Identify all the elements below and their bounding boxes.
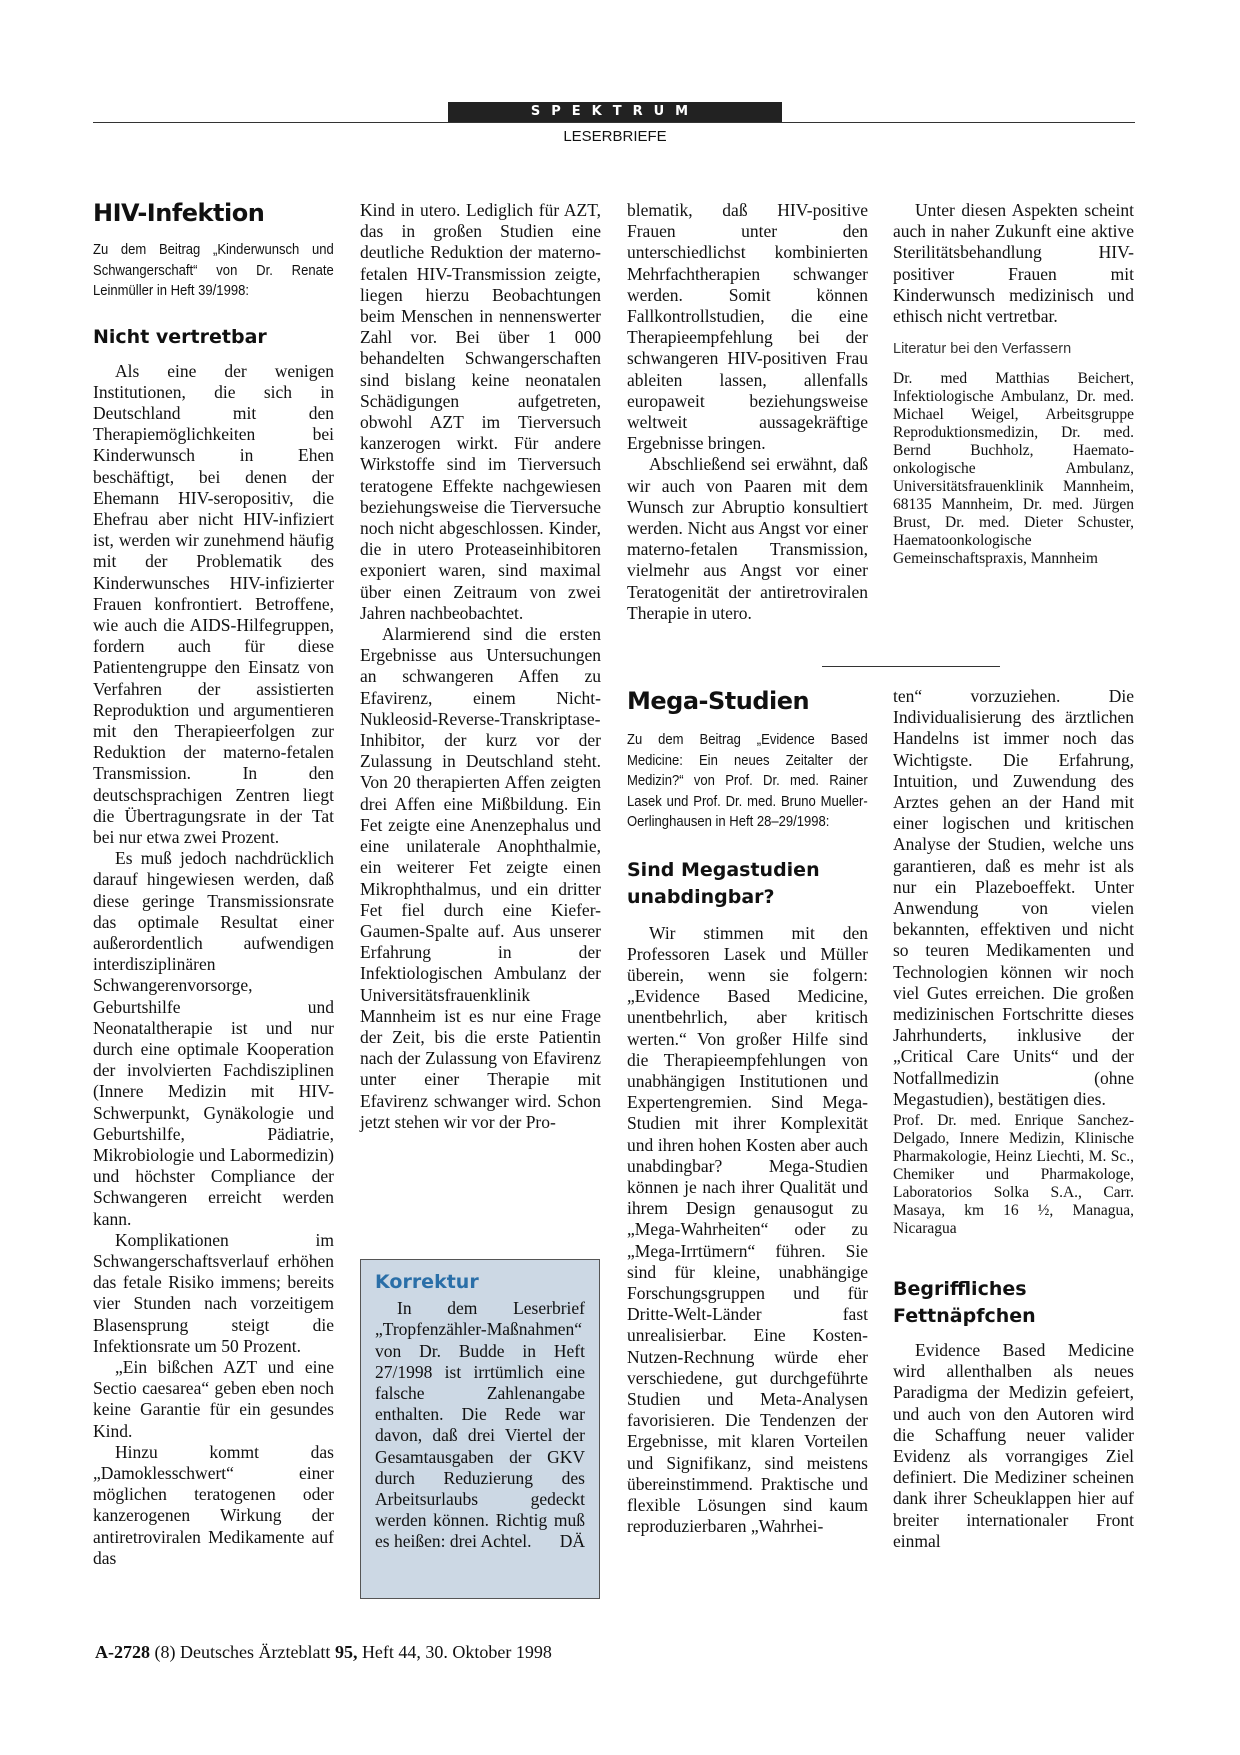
page-number: A-2728 [95,1642,150,1662]
paragraph: Abschließend sei erwähnt, daß wir auch von Paaren mit dem Wunsch zur Abruptio konsultiert werden. Nicht aus Angst vor einer materno-fetalen Transmission, vielmehr aus Angst vor einer Teratogenität der antiretroviralen Therapie in utero. [627,454,868,623]
section-header: SPEKTRUM [448,102,782,122]
paragraph: Alarmierend sind die ersten Ergebnisse aus Untersuchungen an schwangeren Affen zu Efavirenz, einem Nicht-Nukleosid-Reverse-Transkriptase-Inhibitor, der kurz vor der Zulassung in Deutschland steht. Von 20 therapierten Affen zeigten drei Affen eine Mißbildung. Ein Fet zeigte eine Anenzephalus und eine unilaterale Anophthalmie, ein weiterer Fet zeigte einen Mikrophthalmus, und ein dritter Fet fiel durch eine Kiefer-Gaumen-Spalte auf. Aus unserer Erfahrung in der Infektiologischen Ambulanz der Universitätsfrauenklinik Mannheim ist es nur eine Frage der Zeit, bis die erste Patientin nach der Zulassung von Efavirenz unter einer Therapie mit Efavirenz schwanger wird. Schon jetzt stehen wir vor der Pro- [360,624,601,1132]
paragraph: Kind in utero. Lediglich für AZT, das in großen Studien eine deutliche Reduktion der materno-fetalen HIV-Transmission zeigte, liegen hierzu Beobachtungen beim Menschen in nennenswerter Zahl vor. Bei über 1 000 behandelten Schwangerschaften sind bislang keine neonatalen Schädigungen aufgetreten, obwohl AZT im Tierversuch kanzerogen wirkt. Für andere Wirkstoffe sind im Tierversuch teratogene Effekte nachgewiesen beziehungsweise die Tierversuche noch nicht abgeschlossen. Kinder, die in utero Proteaseinhibitoren exponiert waren, sind maximal über einen Zeitraum von zwei Jahren nachbeobachtet. [360,200,601,623]
paragraph: „Ein bißchen AZT und eine Sectio caesarea“ geben eben noch keine Garantie für ein gesundes Kind. [93,1357,334,1441]
article2-title: Mega-Studien [627,687,810,715]
paragraph: Als eine der wenigen Institutionen, die sich in Deutschland mit den Therapiemöglichkeiten bei Kinderwunsch in Ehen beschäftigt, bei denen der Ehemann HIV-seropositiv, die Ehefrau aber nicht HIV-infiziert ist, werden wir zunehmend häufig mit der Problematik des Kinderwunsches HIV-infizierter Frauen konfrontiert. Betroffene, wie auch die AIDS-Hilfegruppen, fordern auch für diese Patientengruppe den Einsatz von Verfahren der assistierten Reproduktion und argumentieren mit den Therapieerfolgen zur Reduktion der materno-fetalen Transmission. In den deutschsprachigen Zentren liegt die Übertragungsrate in der Tat bei nur etwa zwei Prozent. [93,360,334,847]
footer-issue: Heft 44, 30. Oktober 1998 [361,1642,552,1662]
paragraph: Es muß jedoch nachdrücklich darauf hingewiesen werden, daß diese geringe Transmissionsrate das optimale Resultat einer außerordentlich aufwendigen interdisziplinären Schwangerenvorsorge, Geburtshilfe und Neonataltherapie ist und nur durch eine optimale Kooperation der involvierten Fachdisziplinen (Innere Medizin mit HIV-Schwerpunkt, Gynäkologie und Geburtshilfe, Pädiatrie, Mikrobiologie und Labormedizin) und höchster Compliance der Schwangeren erreicht werden kann. [93,848,334,1229]
article1-intro: Zu dem Beitrag „Kinderwunsch und Schwangerschaft“ von Dr. Renate Leinmüller in Heft 39/1998: [93,242,334,299]
article3-title: Begriffliches Fettnäpfchen [893,1278,1036,1328]
article2-column-4 [893,686,1134,1552]
article1-subtitle: Nicht vertretbar [93,325,267,348]
article2-intro: Zu dem Beitrag „Evidence Based Medicine: Ein neues Zeitalter der Medizin?“ von Prof. Dr. med. Rainer Lasek und Prof. Dr. med. Bruno Mueller-Oerlinghausen in Heft 28–29/1998: [627,732,868,830]
paragraph: blematik, daß HIV-positive Frauen unter den unterschiedlichst kombinierten Mehrfachtherapien schwanger werden. Somit können Fallkontrollstudien, die eine Therapieempfehlung bei der schwangeren HIV-positiven Frau ableiten lassen, allenfalls europaweit beziehungsweise weltweit aussagekräftige Ergebnisse bringen. [627,200,868,454]
column-3 [627,200,868,624]
korrektur-title: Korrektur [375,1271,479,1293]
column-1 [93,198,334,1569]
article2-subtitle: Sind Megastudien unabdingbar? [627,858,820,908]
article1-title: HIV-Infektion [93,199,265,227]
paragraph: Evidence Based Medicine wird allenthalben als neues Paradigma der Medizin gefeiert, und auch von den Autoren wird die Schaffung neuer valider Evidenz als vorrangiges Ziel definiert. Die Mediziner scheinen dank ihrer Scheuklappen hier auf breiter internationaler Front einmal [893,1340,1134,1551]
article-separator [822,666,1000,667]
paragraph: Hinzu kommt das „Damoklesschwert“ einer möglichen teratogenen oder kanzerogenen Wirkung der antiretroviralen Medikamente auf das [93,1441,334,1568]
column-4 [893,200,1134,568]
paragraph: Wir stimmen mit den Professoren Lasek und Müller überein, wenn sie folgern: „Evidence Based Medicine, unentbehrlich, aber kritisch werten.“ Von großer Hilfe sind die Therapieempfehlungen von unabhängigen Institutionen und Expertengremien. Sind Mega-Studien mit ihrer Komplexität und ihren hohen Kosten aber auch unabdingbar? Mega-Studien können je nach ihrer Qualität und ihrem Design genausogut zu „Mega-Wahrheiten“ oder zu „Mega-Irrtümern“ führen. Sie sind für kleine, unabhängige Forschungsgruppen und für Dritte-Welt-Länder fast unrealisierbar. Eine Kosten-Nutzen-Rechnung würde eher verschiedene, gut durchgeführte Studien und Meta-Analysen favorisieren. Die Tendenzen der Ergebnisse, mit klaren Vorteilen und Signifikanz, sind meistens übereinstimmend. Praktische und flexible Lösungen sind kaum reproduzierbaren „Wahrhei- [627,922,868,1537]
header-rule [93,122,1135,123]
article2-signature: Prof. Dr. med. Enrique Sanchez-Delgado, Innere Medizin, Klinische Pharmakologie, Heinz Liechti, M. Sc., Chemiker und Pharmakologe, Laboratorios Solka S.A., Carr. Masaya, km 16 ½, Managua, Nicaragua [893,1112,1134,1238]
korrektur-box [360,1259,600,1599]
footer-volume: 95, [334,1642,358,1662]
paragraph: Unter diesen Aspekten scheint auch in naher Zukunft eine aktive Sterilitätsbehandlung HIV-positiver Frauen mit Kinderwunsch medizinisch und ethisch nicht vertretbar. [893,200,1134,327]
literature-note: Literatur bei den Verfassern [893,341,1072,358]
article1-signature: Dr. med Matthias Beichert, Infektiologische Ambulanz, Dr. med. Michael Weigel, Arbeitsgruppe Reproduktionsmedizin, Dr. med. Bernd Buchholz, Haemato-onkologische Ambulanz, Universitätsfrauenklinik Mannheim, 68135 Mannheim, Dr. med. Jürgen Brust, Dr. med. Dieter Schuster, Haematoonkologische Gemeinschaftspraxis, Mannheim [893,370,1134,568]
footer-publication: (8) Deutsches Ärzteblatt [154,1642,331,1662]
section-subheader: LESERBRIEFE [563,128,667,145]
korrektur-sign: DÄ [559,1531,585,1552]
korrektur-text: In dem Leserbrief „Tropfenzähler-Maßnahmen“ von Dr. Budde in Heft 27/1998 ist irrtümlich eine falsche Zahlenangabe enthalten. Die Rede war davon, daß drei Viertel der Gesamtausgaben der GKV durch Reduzierung des Arbeitsurlaubs gedeckt werden können. Richtig muß es heißen: drei Achtel. [375,1298,585,1552]
article2-column-3 [627,686,868,1537]
page-footer [95,1642,552,1663]
paragraph: Komplikationen im Schwangerschaftsverlauf erhöhen das fetale Risiko immens; bereits vier Stunden nach vorzeitigem Blasensprung steigt die Infektionsrate um 50 Prozent. [93,1229,334,1356]
column-2 [360,200,601,1133]
paragraph: ten“ vorzuziehen. Die Individualisierung des ärztlichen Handelns ist immer noch das Wichtigste. Die Erfahrung, Intuition, und Zuwendung des Arztes gehen an der Hand mit einer logischen und kritischen Analyse der Studien, welche uns garantieren, daß es mehr ist als nur ein Plazeboeffekt. Unter Anwendung von vielen bekannten, effektiven und nicht so teuren Medikamenten und Technologien können wir noch viel Gutes erreichen. Die großen medizinischen Fortschritte dieses Jahrhunderts, inklusive der „Critical Care Units“ und der Notfallmedizin (ohne Megastudien), bestätigen dies. [893,686,1134,1109]
